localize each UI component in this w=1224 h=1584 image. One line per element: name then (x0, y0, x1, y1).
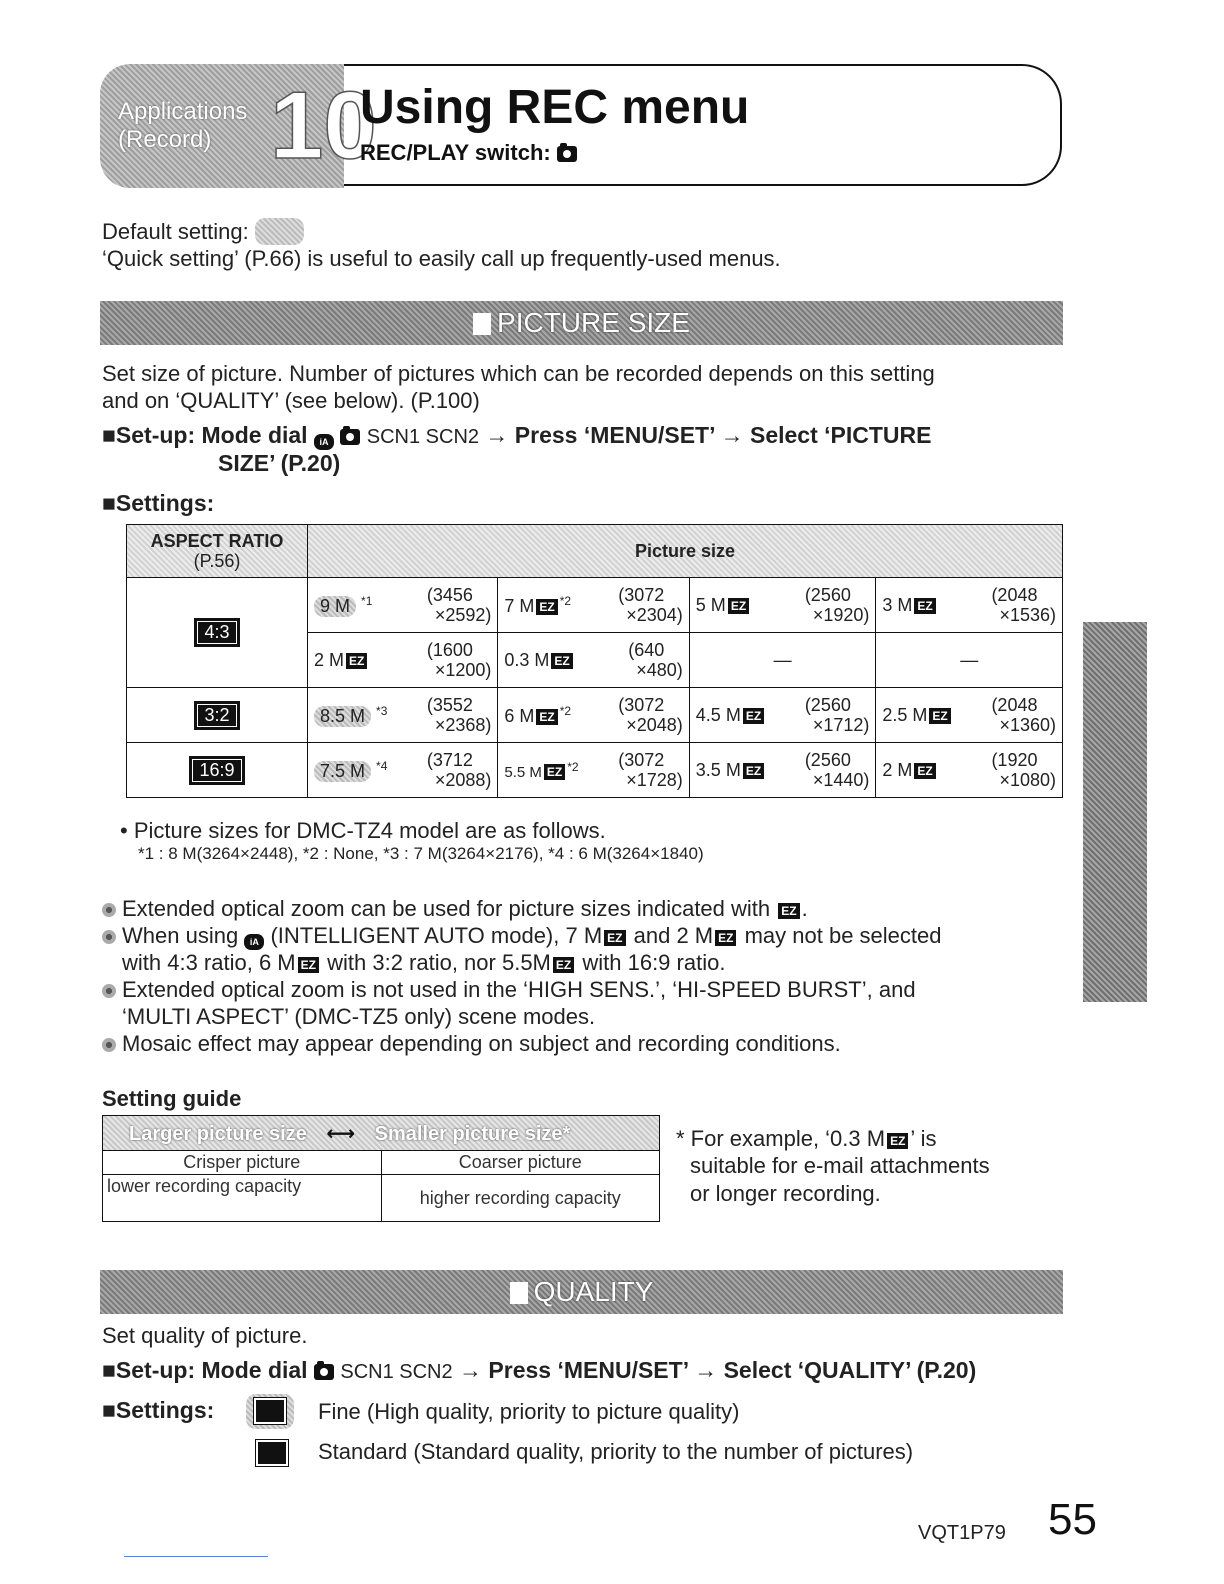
bullet-icon (102, 984, 116, 998)
guide-lower-capacity: lower recording capacity (103, 1175, 382, 1222)
picture-size-table (126, 524, 1063, 798)
mp-label: 2 M (882, 759, 913, 780)
bullet-square: ■ (102, 1357, 116, 1383)
picture-size-setup-2: SIZE’ (P.20) (218, 450, 341, 476)
res-line: ×1440) (812, 770, 870, 790)
ez-icon: EZ (536, 709, 557, 725)
res-line: (3712 (426, 750, 473, 770)
note-intelligent-auto-2 (122, 949, 725, 976)
guide-smaller: Smaller picture size* (374, 1122, 571, 1145)
ratio-4-3 (127, 578, 308, 688)
picture-size-desc-2: and on ‘QUALITY’ (see below). (P.100) (102, 388, 480, 413)
picture-size-banner (100, 301, 1063, 345)
note-text: and 2 M (633, 923, 714, 948)
example-text: * For example, ‘0.3 M (676, 1126, 886, 1151)
ez-icon: EZ (929, 708, 950, 724)
quality-setup (102, 1357, 976, 1386)
ratio-badge: 3:2 (194, 701, 239, 730)
ez-icon: EZ (914, 598, 935, 614)
quality-desc: Set quality of picture. (102, 1323, 308, 1348)
setup-prefix: Set-up: Mode dial (115, 422, 308, 448)
camera-icon (314, 1364, 334, 1380)
table-cell (876, 743, 1063, 798)
ez-icon: EZ (914, 763, 935, 779)
ez-icon: EZ (743, 708, 764, 724)
quality-standard: Standard (Standard quality, priority to the number of pictures) (318, 1439, 914, 1464)
note-intelligent-auto (102, 922, 942, 950)
mp-label: 9 M (314, 596, 356, 617)
note-text: with 16:9 ratio. (582, 950, 726, 975)
intelligent-auto-icon: iA (244, 934, 264, 950)
picture-size-desc-1: Set size of picture. Number of pictures which can be recorded depends on this setting (102, 361, 935, 386)
table-cell (308, 743, 498, 798)
table-cell (876, 578, 1063, 633)
ez-icon: EZ (715, 930, 736, 946)
res-line: ×1728) (626, 770, 683, 790)
res-line: (3072 (618, 695, 665, 715)
guide-coarser: Coarser picture (381, 1151, 660, 1175)
default-setting (102, 218, 304, 245)
bullet-icon (102, 903, 116, 917)
res-line: (3456 (426, 585, 473, 605)
bullet-square: ■ (102, 490, 116, 516)
setup-modes: SCN1 SCN2 (366, 426, 480, 448)
mp-label: 0.3 M (504, 649, 550, 670)
res-line: ×2304) (626, 605, 683, 625)
mp-label: 5.5 M (504, 763, 542, 781)
res-line: (2560 (804, 750, 851, 770)
table-cell (498, 688, 689, 743)
bullet-square: ■ (102, 1397, 116, 1423)
ez-icon: EZ (778, 903, 799, 919)
example-text: ’ is (910, 1126, 937, 1151)
setup-rest: → Press ‘MENU/SET’ → Select ‘QUALITY’ (P.20) (459, 1357, 977, 1383)
mp-label: 6 M (504, 705, 535, 726)
table-cell (876, 688, 1063, 743)
res-line: ×1712) (812, 715, 870, 735)
fine-quality-icon (254, 1398, 286, 1424)
default-setting-label: Default setting: (102, 219, 249, 244)
standard-marker (256, 1440, 288, 1467)
table-cell (308, 633, 498, 688)
guide-higher-capacity: higher recording capacity (381, 1175, 660, 1222)
ratio-3-2 (127, 688, 308, 743)
note-text: Extended optical zoom is not used in the ‘HIGH SENS.’, ‘HI-SPEED BURST’, and (122, 977, 916, 1002)
res-line: ×1360) (999, 715, 1056, 735)
table-header-ratio (127, 525, 308, 578)
setup-modes: SCN1 SCN2 (340, 1361, 453, 1383)
guide-example-3: or longer recording. (690, 1181, 881, 1206)
ez-icon: EZ (536, 599, 557, 615)
standard-quality-icon (256, 1440, 288, 1466)
table-cell (498, 633, 689, 688)
note-mosaic (102, 1030, 841, 1057)
picture-size-icon (473, 313, 491, 335)
mp-label: 8.5 M (314, 706, 371, 727)
footnote-mark: *2 (559, 593, 572, 608)
table-cell-empty: — (876, 633, 1063, 688)
res-line: (3072 (618, 585, 665, 605)
res-line: ×2368) (434, 715, 492, 735)
header-category: Applications (Record) (118, 98, 248, 153)
camera-icon (340, 429, 360, 445)
res-line: ×2592) (434, 605, 492, 625)
default-marker-icon (246, 1394, 294, 1429)
mp-label: 3 M (882, 594, 913, 615)
header-ratio-label: ASPECT RATIO (150, 531, 284, 551)
default-marker-icon (255, 218, 304, 245)
ez-icon: EZ (298, 957, 319, 973)
fine-default-marker (246, 1394, 294, 1429)
picture-size-banner-label: PICTURE SIZE (497, 307, 690, 338)
bullet-icon (102, 930, 116, 944)
res-line: (2560 (804, 695, 851, 715)
footnote-mark: *2 (559, 703, 572, 718)
setup-rest: → Press ‘MENU/SET’ → Select ‘PICTURE (485, 422, 932, 448)
note-text: When using (122, 923, 239, 948)
res-line: ×480) (636, 660, 683, 680)
note-scene-modes (102, 976, 916, 1003)
intelligent-auto-icon: iA (314, 434, 334, 450)
quality-banner-label: QUALITY (533, 1276, 654, 1307)
bullet-icon (102, 1038, 116, 1052)
setup-prefix: Set-up: Mode dial (115, 1357, 308, 1383)
res-line: ×1536) (999, 605, 1056, 625)
note-text: Extended optical zoom can be used for picture sizes indicated with (122, 896, 771, 921)
note-text: may not be selected (744, 923, 942, 948)
ratio-badge: 4:3 (194, 618, 239, 647)
footer-rule (124, 1556, 268, 1557)
res-line: ×1080) (999, 770, 1056, 790)
guide-example-2: suitable for e-mail attachments (690, 1153, 990, 1178)
table-cell (308, 688, 498, 743)
ez-icon: EZ (604, 930, 625, 946)
ez-icon: EZ (544, 764, 565, 780)
res-line: (2560 (804, 585, 851, 605)
note-ez-zoom: Extended optical zoom can be used for picture sizes indicated with EZ . (102, 895, 808, 922)
header-ratio-ref: (P.56) (193, 551, 241, 571)
guide-larger: Larger picture size (129, 1122, 307, 1145)
picture-size-setup (102, 422, 931, 451)
quick-setting-note: ‘Quick setting’ (P.66) is useful to easily call up frequently-used menus. (102, 246, 781, 271)
res-line: (3552 (426, 695, 473, 715)
footer-code: VQT1P79 (918, 1522, 1006, 1544)
note-text: (INTELLIGENT AUTO mode), 7 M (270, 923, 603, 948)
bullet-square: ■ (102, 422, 116, 448)
setting-guide-title: Setting guide (102, 1086, 242, 1111)
mp-label: 5 M (695, 594, 726, 615)
ez-icon: EZ (553, 957, 574, 973)
note-text: with 3:2 ratio, nor 5.5M (327, 950, 551, 975)
page-number: 55 (1048, 1495, 1097, 1544)
table-cell (308, 578, 498, 633)
double-arrow-icon: ⟷ (326, 1122, 356, 1145)
table-cell (689, 578, 876, 633)
ez-icon: EZ (743, 763, 764, 779)
table-cell (498, 578, 689, 633)
ratio-16-9 (127, 743, 308, 798)
res-line: (1600 (426, 640, 473, 660)
res-line: ×1920) (812, 605, 870, 625)
note-scene-modes-2: ‘MULTI ASPECT’ (DMC-TZ5 only) scene modes. (122, 1004, 596, 1029)
tz4-note: • Picture sizes for DMC-TZ4 model are as follows. (120, 818, 606, 843)
guide-crisper: Crisper picture (103, 1151, 382, 1175)
res-line: ×2088) (434, 770, 492, 790)
footnote-mark: *4 (376, 758, 388, 773)
mp-label: 7 M (504, 595, 535, 616)
note-text: Mosaic effect may appear depending on subject and recording conditions. (122, 1031, 841, 1056)
mp-label: 4.5 M (695, 704, 741, 725)
settings-heading (102, 490, 214, 517)
subtitle-text: REC/PLAY switch: (360, 140, 551, 165)
ez-icon: EZ (346, 653, 367, 669)
ez-icon: EZ (551, 653, 572, 669)
section-side-tab (1083, 622, 1147, 1002)
footnote-mark: *3 (376, 703, 388, 718)
footnote-mark: *1 (361, 593, 373, 608)
table-cell-empty: — (689, 633, 876, 688)
quality-banner (100, 1270, 1063, 1314)
res-line: ×2048) (626, 715, 683, 735)
page-subtitle (360, 140, 577, 166)
res-line: (2048 (991, 695, 1038, 715)
table-header-size: Picture size (308, 525, 1063, 578)
quality-fine: Fine (High quality, priority to picture quality) (318, 1399, 740, 1424)
table-cell (689, 688, 876, 743)
table-cell (498, 743, 689, 798)
table-cell (689, 743, 876, 798)
quality-icon (510, 1282, 528, 1304)
ratio-badge: 16:9 (189, 756, 244, 785)
note-text: with 4:3 ratio, 6 M (122, 950, 296, 975)
page-title: Using REC menu (360, 81, 750, 134)
ez-icon: EZ (887, 1133, 908, 1149)
setting-guide-table (102, 1115, 660, 1222)
settings-label: Settings: (115, 1397, 215, 1423)
mp-label: 2 M (314, 649, 345, 670)
res-line: ×1200) (434, 660, 492, 680)
guide-header (103, 1116, 660, 1151)
mp-label: 7.5 M (314, 761, 371, 782)
res-line: (640 (628, 640, 665, 660)
chapter-number: 10 (270, 72, 377, 179)
settings-label: Settings: (115, 490, 215, 516)
footnote-mark: *2 (567, 759, 579, 774)
res-line: (3072 (618, 750, 665, 770)
res-line: (2048 (991, 585, 1038, 605)
ez-icon: EZ (728, 598, 749, 614)
tz4-detail: *1 : 8 M(3264×2448), *2 : None, *3 : 7 M(3264×2176), *4 : 6 M(3264×1840) (138, 844, 704, 863)
mp-label: 2.5 M (882, 704, 928, 725)
quality-settings-heading (102, 1397, 214, 1424)
camera-icon (557, 146, 577, 162)
res-line: (1920 (991, 750, 1038, 770)
mp-label: 3.5 M (695, 759, 741, 780)
guide-example-1 (676, 1125, 937, 1152)
